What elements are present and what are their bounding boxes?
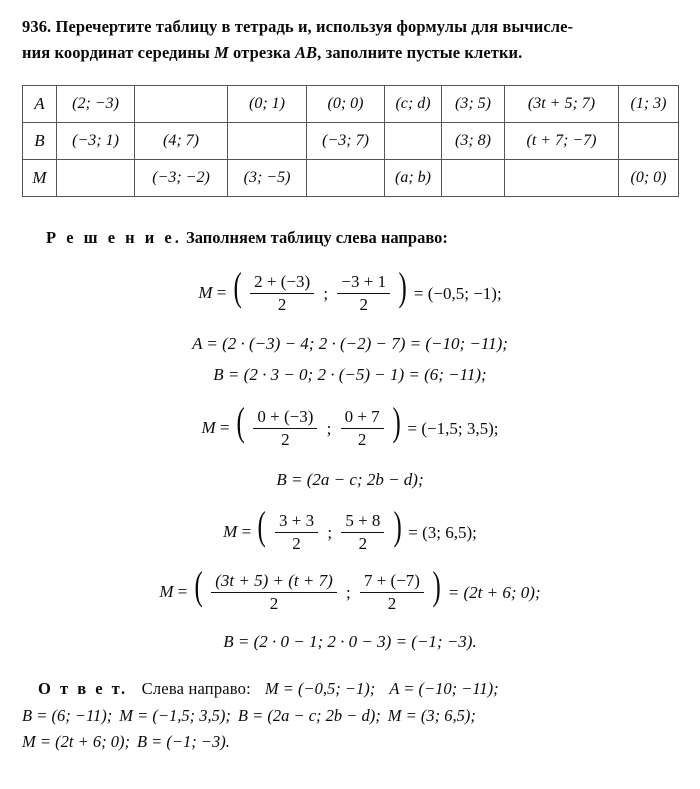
eq7-separator: ;	[345, 583, 351, 603]
answer-lead: Слева направо:	[141, 679, 251, 698]
eq6-frac2-denominator: 2	[358, 533, 368, 553]
table-cell-a-1: (2; −3)	[57, 86, 135, 123]
solution-heading	[46, 228, 448, 248]
table-row-label-a: A	[23, 86, 57, 123]
eq7-fraction-x	[211, 571, 337, 613]
table-cell-m-8: (0; 0)	[619, 160, 679, 197]
eq1-frac1-numerator: 2 + (−3)	[250, 272, 314, 294]
eq7-result: = (2t + 6; 0);	[447, 583, 541, 603]
table-cell-a-5: (c; d)	[385, 86, 442, 123]
problem-text-line2b: отрезка	[228, 42, 295, 62]
problem-text-line2c: , заполните пустые клетки.	[317, 42, 523, 62]
eq4-lhs: M	[201, 417, 216, 437]
table-row	[23, 160, 679, 197]
eq4-frac2-numerator: 0 + 7	[341, 407, 384, 429]
table-cell-a-7: (3t + 5; 7)	[505, 86, 619, 123]
answer-item-2: A = (−10; −11);	[389, 679, 499, 698]
equation-1: M = ( $\frac{2 + (-3)}{2}$ ; $\frac{-3 + 1}{2}$ ) = (−0,5; −1);	[198, 263, 502, 314]
answer-item-7: M = (2t + 6; 0);	[22, 732, 130, 752]
table-cell-m-7	[505, 160, 619, 197]
table-cell-m-1	[57, 160, 135, 197]
eq6-separator: ;	[327, 523, 333, 543]
table-cell-b-1: (−3; 1)	[57, 123, 135, 160]
eq1-fraction-y	[337, 272, 390, 314]
eq5-text: B = (2a − c; 2b − d);	[276, 470, 424, 489]
problem-text-line2a: ния координат середины	[22, 42, 215, 62]
table-cell-m-3: (3; −5)	[228, 160, 307, 197]
eq6-frac2-numerator: 5 + 8	[341, 511, 384, 533]
equation-8	[0, 632, 700, 652]
table-cell-b-8	[619, 123, 679, 160]
eq6-result: = (3; 6,5);	[408, 523, 477, 543]
equation-2	[0, 334, 700, 354]
table-row	[23, 123, 679, 160]
table-cell-b-6: (3; 8)	[442, 123, 505, 160]
table-cell-a-3: (0; 1)	[228, 86, 307, 123]
eq1-frac2-numerator: −3 + 1	[337, 272, 390, 294]
eq4-fraction-y	[341, 407, 384, 449]
table-row	[23, 86, 679, 123]
eq1-fraction-x	[250, 272, 314, 314]
table-cell-m-2: (−3; −2)	[135, 160, 228, 197]
equation-6: M = ( $\frac{3 + 3}{2}$ ; $\frac{5 + 8}{2}$ ) = (3; 6,5);	[223, 502, 477, 553]
table-cell-a-6: (3; 5)	[442, 86, 505, 123]
problem-var-m: M	[214, 42, 229, 62]
table-row-label-b: B	[23, 123, 57, 160]
eq1-lhs: M	[198, 282, 213, 302]
coordinates-table	[22, 85, 679, 197]
answer-item-5: B = (2a − c; 2b − d);	[237, 705, 381, 725]
eq7-frac1-numerator: (3t + 5) + (t + 7)	[211, 571, 337, 593]
answer-item-6: M = (3; 6,5);	[387, 705, 476, 725]
problem-var-ab: AB	[294, 42, 318, 62]
eq6-fraction-y	[341, 511, 384, 553]
answer-block	[22, 676, 682, 756]
eq2-text: A = (2 · (−3) − 4; 2 · (−2) − 7) = (−10; −11);	[192, 334, 508, 353]
equation-5	[0, 470, 700, 490]
eq7-fraction-y	[360, 571, 424, 613]
answer-item-1: M = (−0,5; −1);	[264, 679, 376, 698]
answer-item-8: B = (−1; −3).	[136, 732, 230, 752]
eq7-frac2-numerator: 7 + (−7)	[360, 571, 424, 593]
eq6-frac1-numerator: 3 + 3	[275, 511, 318, 533]
solution-label: Р е ш е н и е.	[46, 228, 182, 247]
eq7-lhs: M	[159, 581, 174, 601]
solution-intro: Заполняем таблицу слева направо:	[181, 228, 448, 247]
eq7-frac2-denominator: 2	[387, 593, 397, 613]
table-cell-a-2	[135, 86, 228, 123]
eq1-equals: =	[216, 282, 227, 302]
table-cell-m-5: (a; b)	[385, 160, 442, 197]
table-cell-b-4: (−3; 7)	[307, 123, 385, 160]
table-cell-a-4: (0; 0)	[307, 86, 385, 123]
eq1-frac1-denominator: 2	[277, 294, 287, 314]
problem-statement	[22, 14, 678, 65]
eq4-separator: ;	[326, 419, 332, 439]
problem-number: 936.	[22, 17, 52, 36]
table-cell-a-8: (1; 3)	[619, 86, 679, 123]
eq7-frac1-denominator: 2	[269, 593, 279, 613]
eq4-result: = (−1,5; 3,5);	[407, 419, 499, 439]
eq4-fraction-x	[253, 407, 317, 449]
eq4-equals: =	[219, 417, 230, 437]
eq1-separator: ;	[323, 284, 329, 304]
eq4-frac2-denominator: 2	[357, 429, 367, 449]
table-cell-m-4	[307, 160, 385, 197]
equation-4: M = ( $\frac{0 + (-3)}{2}$ ; $\frac{0 + 7}{2}$ ) = (−1,5; 3,5);	[201, 398, 499, 449]
problem-text-line1: Перечертите таблицу в тетрадь и, используя формулы для вычисле-	[55, 17, 574, 36]
table-cell-b-7: (t + 7; −7)	[505, 123, 619, 160]
equation-7: M = ( $\frac{(3t + 5) + (t + 7)}{2}$ ; $\frac{7 + (-7)}{2}$ ) = (2t + 6; 0);	[159, 562, 541, 613]
answer-label: О т в е т.	[38, 679, 128, 698]
eq1-frac2-denominator: 2	[359, 294, 368, 314]
table-cell-b-3	[228, 123, 307, 160]
eq6-lhs: M	[223, 521, 238, 541]
eq1-result: = (−0,5; −1);	[413, 284, 502, 304]
table-cell-m-6	[442, 160, 505, 197]
table-cell-b-5	[385, 123, 442, 160]
eq4-frac1-numerator: 0 + (−3)	[253, 407, 317, 429]
eq6-equals: =	[241, 521, 252, 541]
equation-3	[0, 365, 700, 385]
table-cell-b-2: (4; 7)	[135, 123, 228, 160]
eq3-text: B = (2 · 3 − 0; 2 · (−5) − 1) = (6; −11);	[213, 365, 487, 384]
eq4-frac1-denominator: 2	[281, 429, 290, 449]
answer-item-4: M = (−1,5; 3,5);	[119, 705, 231, 725]
table-row-label-m: M	[23, 160, 57, 197]
eq8-text: B = (2 · 0 − 1; 2 · 0 − 3) = (−1; −3).	[223, 632, 477, 651]
answer-item-3: B = (6; −11);	[22, 705, 113, 725]
eq7-equals: =	[177, 581, 188, 601]
eq6-fraction-x	[275, 511, 318, 553]
eq6-frac1-denominator: 2	[292, 533, 301, 553]
coordinates-table-wrapper	[22, 85, 678, 197]
